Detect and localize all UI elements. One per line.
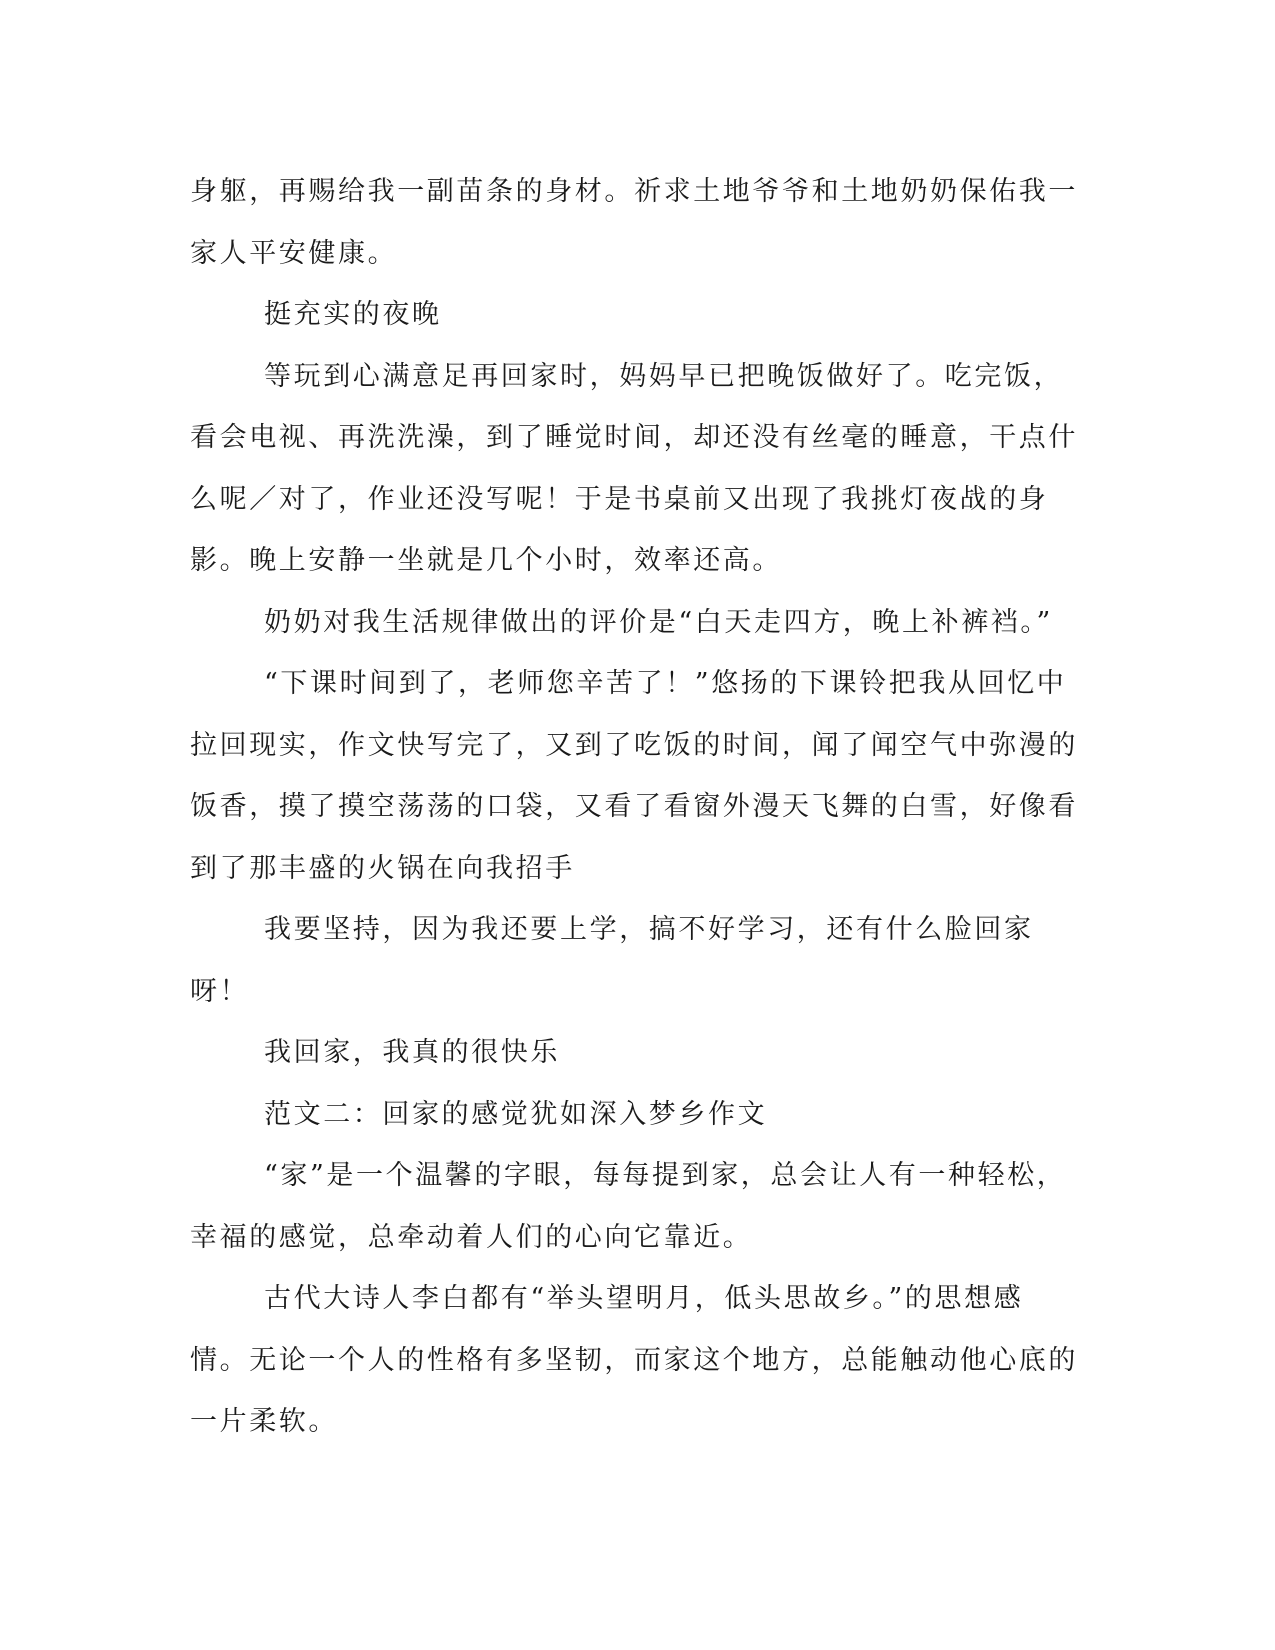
paragraph: 奶奶对我生活规律做出的评价是“白天走四方，晚上补裤裆。” — [264, 606, 1053, 638]
body-text — [190, 161, 1080, 1453]
paragraph: “家”是一个温馨的字眼，每每提到家，总会让人有一种轻松，幸福的感觉，总牵动着人们的心向它靠近。 — [190, 1160, 1067, 1253]
section-heading: 范文二：回家的感觉犹如深入梦乡作文 — [264, 1098, 768, 1130]
paragraph: 身躯，再赐给我一副苗条的身材。祈求土地爷爷和土地奶奶保佑我一家人平安健康。 — [190, 176, 1078, 269]
section-heading: 挺充实的夜晚 — [264, 299, 442, 330]
paragraph: “下课时间到了，老师您辛苦了！”悠扬的下课铃把我从回忆中拉回现实，作文快写完了，又到了吃饭的时间，闻了闻空气中弥漫的饭香，摸了摸空荡荡的口袋，又看了看窗外漫天飞舞的白雪，好像看到了那丰盛的火锅在向我招手 — [190, 668, 1078, 884]
paragraph: 我要坚持，因为我还要上学，搞不好学习，还有什么脸回家呀！ — [190, 914, 1034, 1007]
paragraph: 等玩到心满意足再回家时，妈妈早已把晚饭做好了。吃完饭，看会电视、再洗洗澡，到了睡觉时间，却还没有丝毫的睡意，干点什么呢／对了，作业还没写呢！于是书桌前又出现了我挑灯夜战的身影。晚上安静一坐就是几个小时，效率还高。 — [190, 360, 1078, 576]
paragraph: 我回家，我真的很快乐 — [264, 1037, 560, 1068]
paragraph: 古代大诗人李白都有“举头望明月，低头思故乡。”的思想感情。无论一个人的性格有多坚韧，而家这个地方，总能触动他心底的一片柔软。 — [190, 1283, 1078, 1437]
